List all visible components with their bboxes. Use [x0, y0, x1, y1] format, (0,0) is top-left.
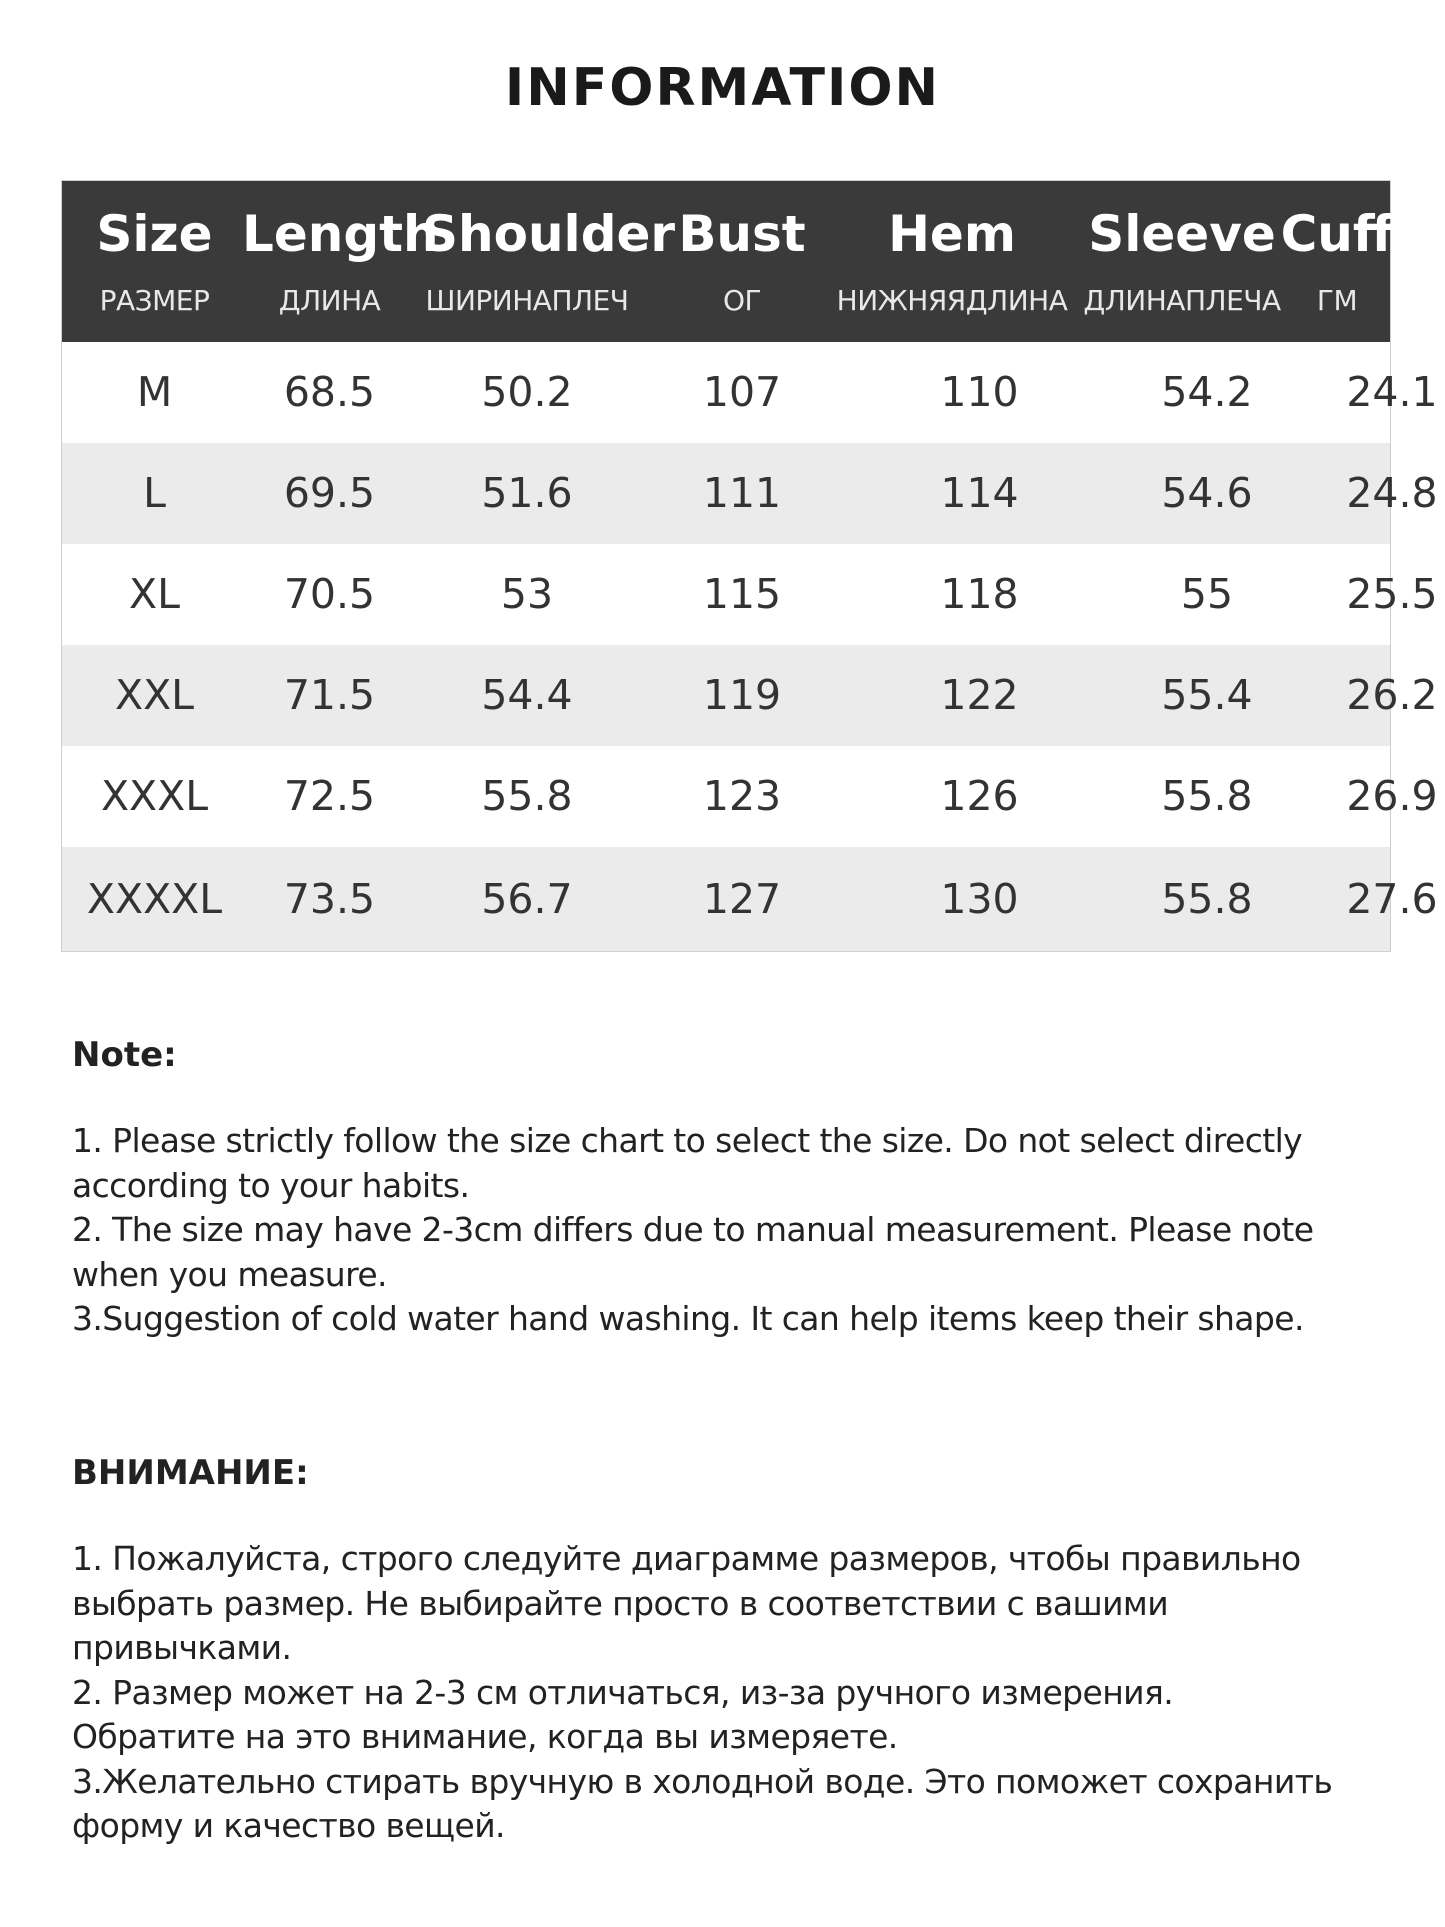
cell-length: 70.5 [283, 570, 376, 618]
cell-size: XXXL [100, 772, 209, 820]
cell-shoulder: 53 [500, 570, 554, 618]
cell-sleeve: 55.8 [1161, 875, 1253, 923]
note-line: форму и качество вещей. [72, 1806, 505, 1845]
header-label-en: Length [242, 205, 439, 263]
cell-bust: 123 [702, 772, 782, 820]
table-row [62, 847, 1438, 951]
cell-length: 68.5 [283, 368, 376, 416]
note-line: when you measure. [72, 1254, 387, 1294]
note-line: привычками. [72, 1628, 292, 1667]
table-header [62, 181, 1394, 342]
table-row [62, 342, 1438, 443]
cell-length: 72.5 [283, 772, 376, 820]
note-line: 3.Suggestion of cold water hand washing. It can help items keep their shape. [72, 1299, 1304, 1338]
header-label-en: Cuff [1280, 205, 1394, 263]
cell-sleeve: 54.2 [1161, 368, 1253, 416]
header-label-ru: РАЗМЕР [99, 284, 210, 317]
cell-shoulder: 51.6 [481, 469, 573, 517]
cell-length: 73.5 [283, 875, 376, 923]
header-length [242, 181, 439, 342]
cell-cuff: 25.5 [1346, 570, 1438, 618]
header-label-ru: ОГ [722, 284, 762, 317]
cell-cuff: 26.2 [1346, 671, 1438, 719]
note-heading: ВНИМАНИЕ: [72, 1453, 309, 1493]
header-shoulder [422, 181, 676, 342]
cell-length: 71.5 [283, 671, 376, 719]
header-label-en: Sleeve [1088, 205, 1276, 263]
note-line: 2. Размер может на 2-3 см отличаться, из-за ручного измерения. [72, 1672, 1174, 1712]
note-line: 1. Please strictly follow the size chart to select the size. Do not select directly [72, 1121, 1303, 1160]
size-chart-table [61, 180, 1438, 952]
cell-bust: 115 [702, 570, 782, 618]
cell-hem: 118 [940, 570, 1019, 618]
cell-cuff: 24.8 [1346, 469, 1438, 517]
cell-sleeve: 55.4 [1161, 671, 1253, 719]
cell-bust: 107 [702, 368, 782, 416]
header-label-ru: ШИРИНАПЛЕЧ [425, 284, 629, 317]
cell-sleeve: 55 [1180, 570, 1234, 618]
cell-hem: 110 [940, 368, 1019, 416]
header-bust [662, 181, 822, 342]
note-heading: Note: [72, 1035, 177, 1075]
cell-size: M [136, 368, 173, 416]
cell-sleeve: 55.8 [1161, 772, 1253, 820]
note-line: according to your habits. [72, 1165, 470, 1205]
header-cuff [1242, 181, 1432, 342]
header-label-en: Bust [678, 205, 806, 263]
cell-size: XXL [114, 671, 195, 719]
cell-hem: 122 [940, 671, 1019, 719]
cell-bust: 119 [702, 671, 782, 719]
note-line: 1. Пожалуйста, строго следуйте диаграмме размеров, чтобы правильно [72, 1539, 1301, 1578]
cell-size: L [143, 469, 166, 517]
cell-bust: 127 [702, 875, 782, 923]
note-russian [72, 1453, 1382, 1849]
cell-bust: 111 [702, 469, 782, 517]
header-label-en: Hem [888, 205, 1016, 263]
cell-cuff: 24.1 [1346, 368, 1438, 416]
cell-shoulder: 56.7 [481, 875, 573, 923]
cell-shoulder: 55.8 [481, 772, 573, 820]
header-label-ru: ГМ [1316, 284, 1358, 317]
page-title: INFORMATION [504, 58, 941, 118]
header-label-ru: ДЛИНАПЛЕЧА [1083, 284, 1281, 317]
cell-sleeve: 54.6 [1161, 469, 1253, 517]
cell-hem: 114 [940, 469, 1019, 517]
table-row [62, 746, 1438, 847]
table-row [62, 544, 1438, 645]
header-label-en: Shoulder [422, 205, 676, 263]
cell-cuff: 26.9 [1346, 772, 1438, 820]
cell-length: 69.5 [283, 469, 376, 517]
table-row [62, 443, 1438, 544]
header-label-ru: ДЛИНА [278, 284, 381, 317]
cell-cuff: 27.6 [1346, 875, 1438, 923]
header-label-en: Size [96, 205, 213, 263]
cell-hem: 126 [940, 772, 1019, 820]
note-line: выбрать размер. Не выбирайте просто в соответствии с вашими [72, 1583, 1169, 1623]
cell-hem: 130 [940, 875, 1019, 923]
cell-size: XXXXL [86, 875, 223, 923]
table-row [62, 645, 1438, 746]
cell-shoulder: 50.2 [481, 368, 573, 416]
note-line: 3.Желательно стирать вручную в холодной воде. Это поможет сохранить [72, 1761, 1333, 1801]
cell-shoulder: 54.4 [481, 671, 573, 719]
note-line: Обратите на это внимание, когда вы измеряете. [72, 1717, 898, 1756]
header-label-ru: НИЖНЯЯДЛИНА [836, 284, 1068, 317]
cell-size: XL [129, 570, 180, 618]
header-size [62, 181, 247, 342]
note-english [72, 1035, 1382, 1342]
note-line: 2. The size may have 2-3cm differs due to manual measurement. Please note [72, 1210, 1314, 1249]
